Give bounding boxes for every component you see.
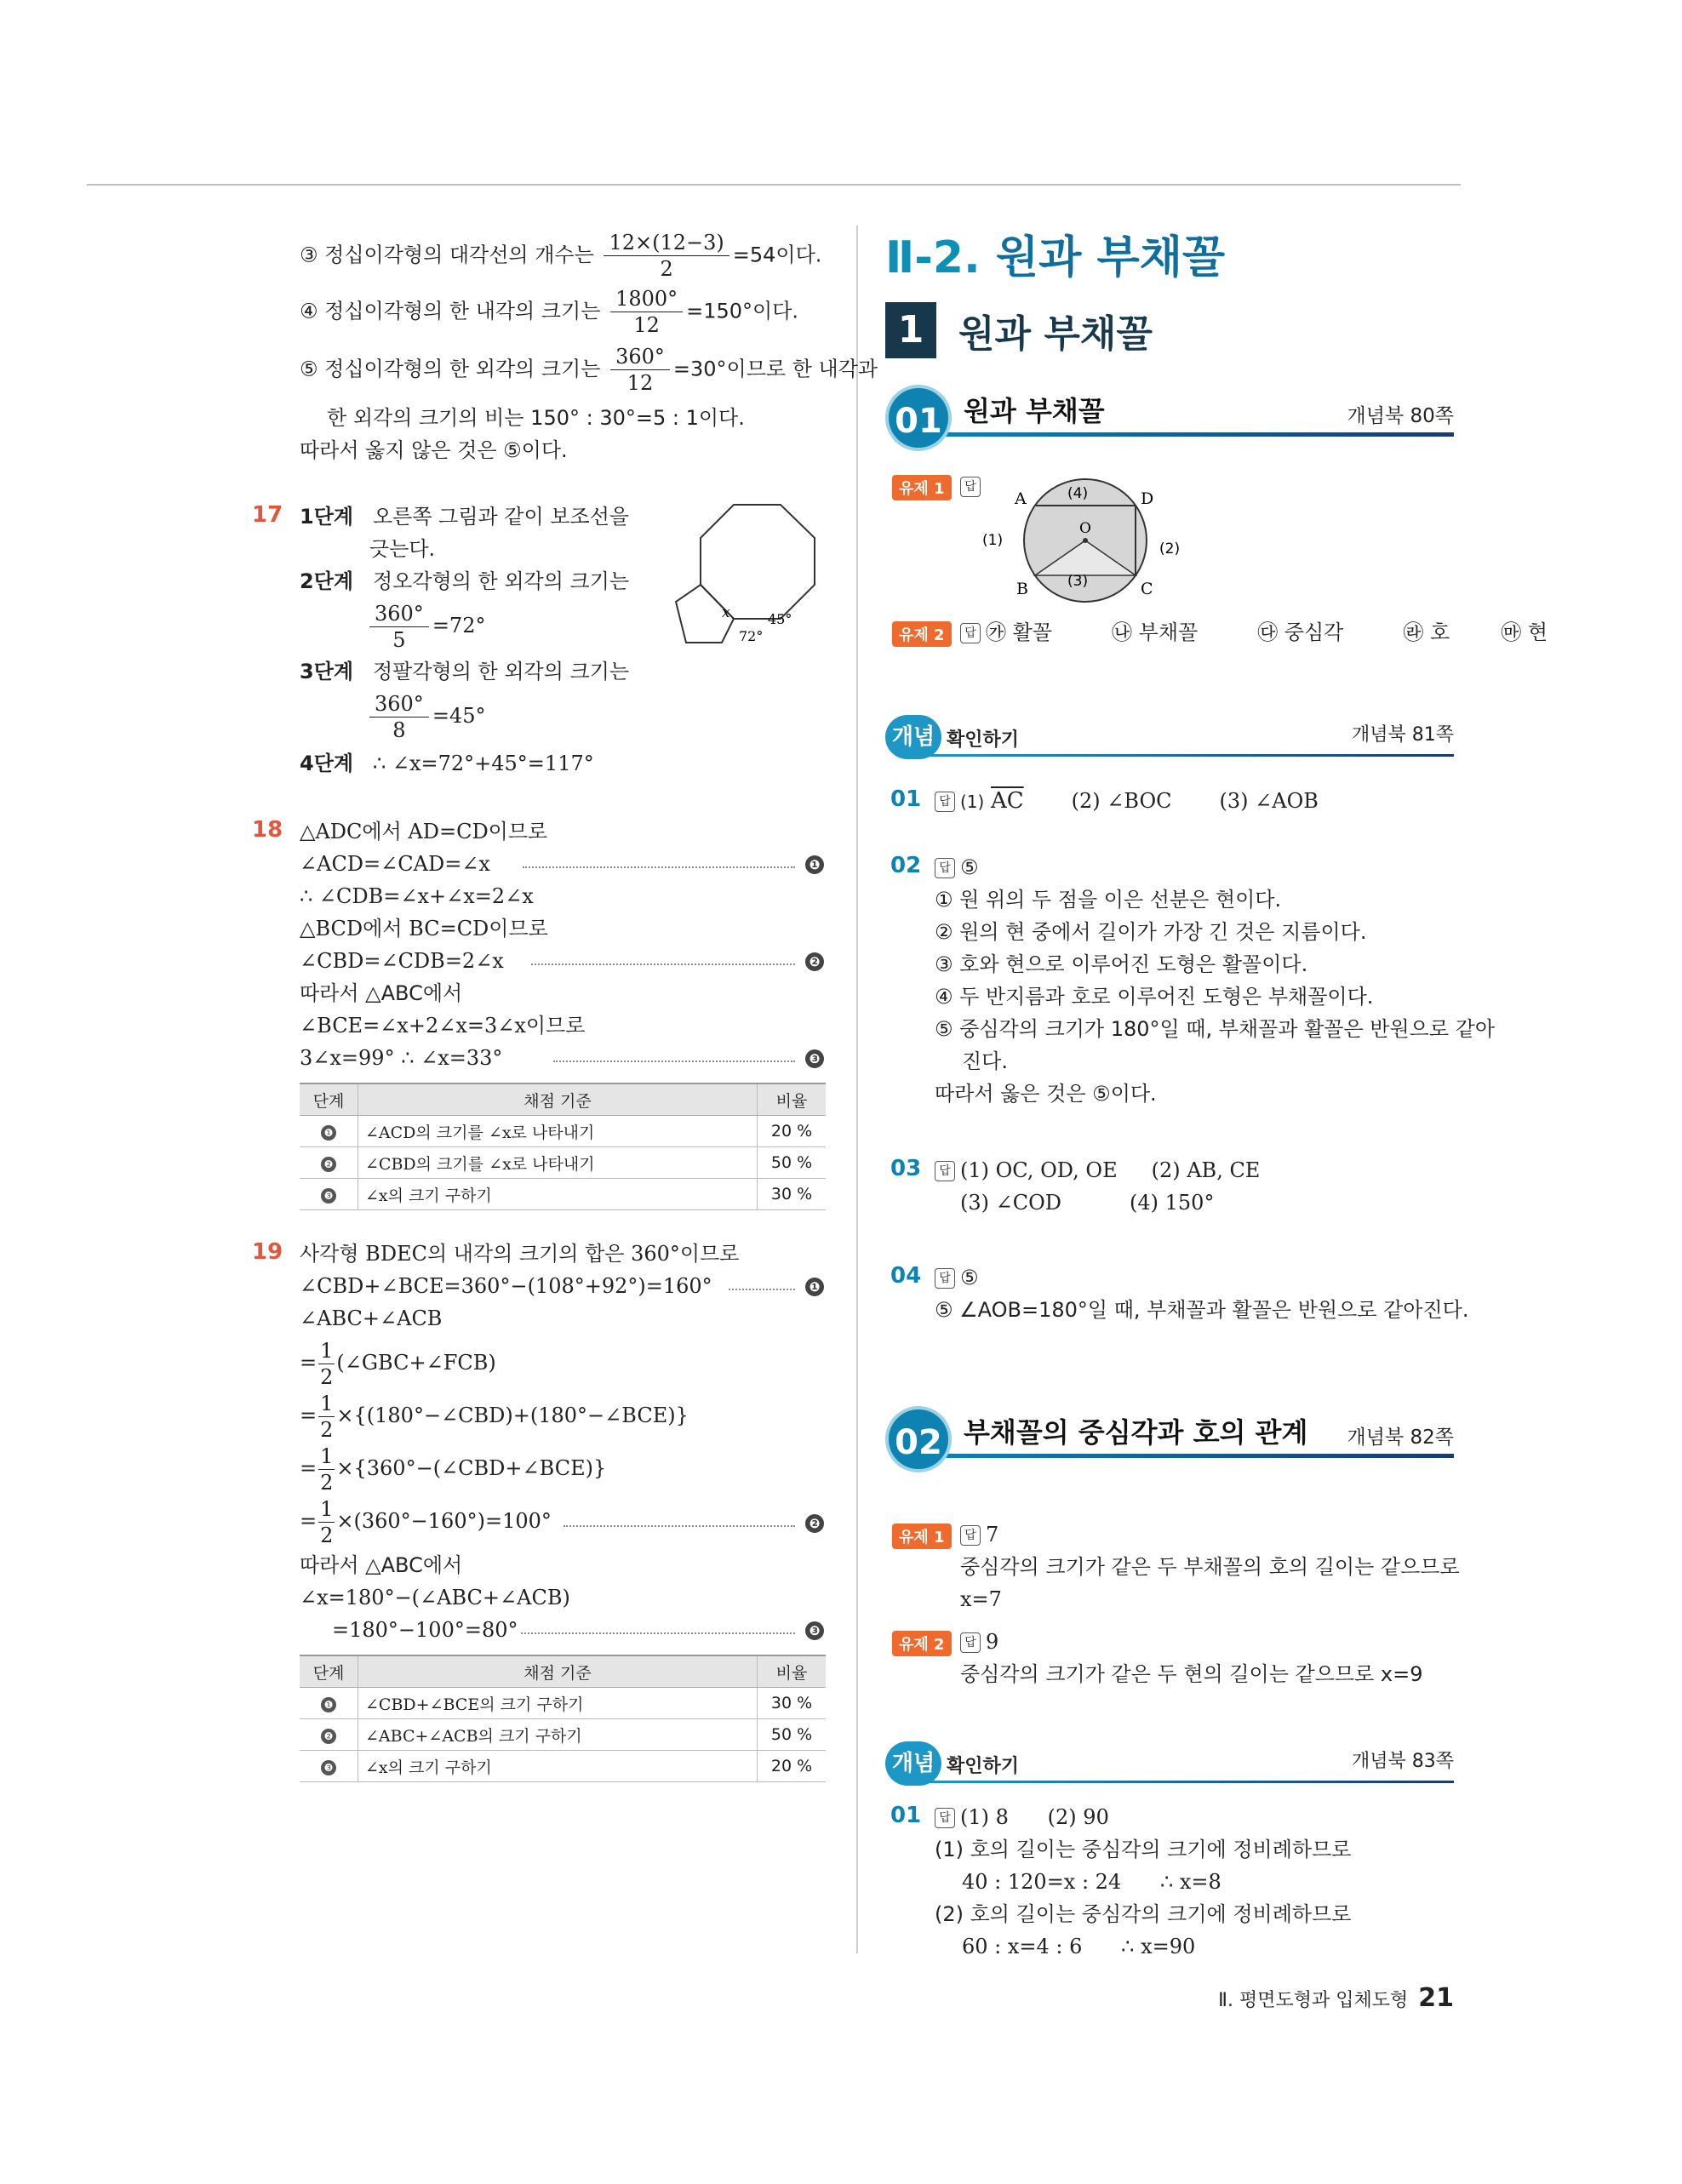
- col-header: 비율: [758, 1083, 827, 1116]
- step-mark-3: ❸: [805, 1621, 824, 1640]
- topic-header-02: [885, 1406, 1454, 1474]
- q01-line4: 60 : x=4 : 6 ∴ x=90: [962, 1935, 1196, 1958]
- section-title: 원과 부채꼴: [958, 312, 1153, 356]
- problem-number: 04: [890, 1263, 922, 1289]
- q18-number: 18: [252, 817, 283, 843]
- ratio-cell: 20 %: [758, 1751, 827, 1782]
- p03-answer-row1: 답 (1) OC, OD, OE (2) AB, CE: [935, 1156, 1260, 1185]
- step-mark-1: ❶: [805, 855, 824, 874]
- reference-page: 개념북 80쪽: [1347, 405, 1454, 427]
- p02-answer: 답 ⑤: [935, 853, 979, 882]
- label-c: C: [1141, 580, 1153, 598]
- criteria-cell: ∠ACD의 크기를 ∠x로 나타내기: [358, 1116, 758, 1147]
- answer-item: ㉱ 호: [1403, 620, 1450, 644]
- q01-line3: (2) 호의 길이는 중심각의 크기에 정비례하므로: [935, 1902, 1352, 1926]
- p02-line3: ③ 호와 현으로 이루어진 도형은 활꼴이다.: [935, 952, 1308, 976]
- q18-line4: △BCD에서 BC=CD이므로: [300, 917, 548, 940]
- y21-answer: 답 7: [960, 1520, 998, 1549]
- q01-line2: 40 : 120=x : 24 ∴ x=8: [962, 1870, 1221, 1894]
- p02-line2: ② 원의 현 중에서 길이가 가장 긴 것은 지름이다.: [935, 920, 1367, 944]
- criteria-cell: ∠x의 크기 구하기: [358, 1179, 758, 1210]
- concept-label: 확인하기: [947, 1756, 1020, 1777]
- concept-check-header-1: [885, 710, 1454, 761]
- col-header: 비율: [758, 1655, 827, 1688]
- topic-number: 02: [885, 1406, 952, 1472]
- column-divider: [856, 226, 858, 1953]
- step-mark-1: ❶: [805, 1278, 824, 1296]
- col-header: 채점 기준: [358, 1655, 758, 1688]
- exercise-tag: 유제 2: [892, 621, 952, 647]
- dot-leader: [521, 1632, 795, 1634]
- criteria-cell: ∠x의 크기 구하기: [358, 1751, 758, 1782]
- p02-line6: 진다.: [962, 1049, 1008, 1073]
- q17-step1: 1단계 오른쪽 그림과 같이 보조선을: [300, 505, 630, 529]
- table-row: [300, 1688, 826, 1719]
- q18-line2: ∠ACD=∠CAD=∠x: [300, 852, 490, 876]
- answer-item: ㉰ 중심각: [1257, 620, 1344, 644]
- ratio-cell: 30 %: [758, 1179, 827, 1210]
- page-footer: [1218, 1983, 1454, 2013]
- dot-leader: [564, 1525, 795, 1527]
- fig-45-label: 45°: [768, 611, 792, 627]
- q18-line5: ∠CBD=∠CDB=2∠x: [300, 949, 504, 973]
- label-d: D: [1141, 489, 1154, 508]
- exercise-tag: 유제 1: [892, 475, 952, 500]
- footer-text: Ⅱ. 평면도형과 입체도형: [1218, 1990, 1409, 2011]
- step-mark-2: ❷: [805, 952, 824, 971]
- p01-answer: 답 (1) $\overline{AC}$ (2) ∠BOC (3) ∠AOB: [935, 786, 1319, 816]
- answer-mark: 답: [960, 1525, 981, 1546]
- dot-leader: [553, 1061, 795, 1062]
- q19-line2: ∠CBD+∠BCE=360°−(108°+92°)=160°: [300, 1274, 712, 1298]
- answer-mark: 답: [935, 1808, 955, 1828]
- concept-pill: 개념: [885, 1741, 941, 1786]
- problem-number: 02: [890, 853, 922, 878]
- label-2: (2): [1159, 540, 1181, 557]
- answer-mark: 답: [935, 792, 955, 812]
- reference-page: 개념북 83쪽: [1352, 1751, 1454, 1772]
- q19-line10: =180°−100°=80°: [332, 1618, 518, 1642]
- q19-line1: 사각형 BDEC의 내각의 크기의 합은 360°이므로: [300, 1242, 740, 1266]
- criteria-cell: ∠CBD의 크기를 ∠x로 나타내기: [358, 1147, 758, 1179]
- q18-line7: ∠BCE=∠x+2∠x=3∠x이므로: [300, 1014, 586, 1038]
- q19-number: 19: [252, 1239, 283, 1265]
- y22-line1: 중심각의 크기가 같은 두 현의 길이는 같으므로 x=9: [960, 1662, 1423, 1686]
- q19-line8: 따라서 △ABC에서: [300, 1553, 463, 1577]
- p02-line4: ④ 두 반지름과 호로 이루어진 도형은 부채꼴이다.: [935, 985, 1374, 1009]
- p04-line1: ⑤ ∠AOB=180°일 때, 부채꼴과 활꼴은 반원으로 같아진다.: [935, 1298, 1469, 1322]
- label-4: (4): [1067, 485, 1089, 502]
- answer-mark: 답: [935, 1161, 955, 1181]
- p02-line1: ① 원 위의 두 점을 이은 선분은 현이다.: [935, 888, 1282, 912]
- page-number: 21: [1418, 1983, 1454, 2013]
- ratio-cell: 50 %: [758, 1719, 827, 1751]
- y21-line2: x=7: [960, 1587, 1002, 1611]
- q17-step1-cont: 긋는다.: [369, 537, 436, 561]
- dot-leader: [729, 1289, 795, 1290]
- q01-answer: 답 (1) 8 (2) 90: [935, 1803, 1109, 1832]
- header-bar: [919, 1781, 1454, 1783]
- criteria-cell: ∠ABC+∠ACB의 크기 구하기: [358, 1719, 758, 1751]
- q19-grading-table: [300, 1655, 826, 1782]
- q19-line7: = $\frac{1}{2}$ ×(360°−160°)=100°: [300, 1497, 552, 1547]
- q17-step4: 4단계 ∴ ∠x=72°+45°=117°: [300, 752, 594, 775]
- p02-line7: 따라서 옳은 것은 ⑤이다.: [935, 1082, 1157, 1106]
- topic-title: 원과 부채꼴: [964, 395, 1105, 427]
- q17-number: 17: [252, 502, 283, 528]
- topic-header-01: [885, 385, 1454, 453]
- q16-line5: ⑤ 정십이각형의 한 외각의 크기는 $\frac{360^\circ}{12}$ =30°이므로 한 내각과: [300, 345, 878, 395]
- header-bar: [936, 1454, 1454, 1458]
- concept-check-header-2: [885, 1736, 1454, 1787]
- q18-line1: △ADC에서 AD=CD이므로: [300, 820, 548, 843]
- step-mark-3: ❸: [805, 1049, 824, 1068]
- dot-leader: [531, 963, 795, 965]
- label-a: A: [1015, 489, 1027, 508]
- header-bar: [936, 432, 1454, 437]
- p04-answer: 답 ⑤: [935, 1263, 979, 1292]
- yu2-answers: [960, 618, 1548, 647]
- table-row: [300, 1147, 826, 1179]
- criteria-cell: ∠CBD+∠BCE의 크기 구하기: [358, 1688, 758, 1719]
- fig-72-label: 72°: [739, 628, 764, 644]
- chapter-title: Ⅱ-2. 원과 부채꼴: [885, 232, 1226, 283]
- table-row: [300, 1116, 826, 1147]
- octagon-pentagon-figure: [672, 498, 834, 647]
- answer-mark: 답: [935, 858, 955, 878]
- p02-line5: ⑤ 중심각의 크기가 180°일 때, 부채꼴과 활꼴은 반원으로 같아: [935, 1017, 1496, 1041]
- q16-line6: 한 외각의 크기의 비는 150° : 30°=5 : 1이다.: [327, 406, 745, 430]
- top-rule: [87, 184, 1461, 186]
- y22-answer: 답 9: [960, 1627, 998, 1656]
- reference-page: 개념북 81쪽: [1352, 724, 1454, 746]
- q17-step3-calc: $\frac{360^\circ}{8}$ =45°: [366, 691, 485, 743]
- step-mark-2: ❷: [805, 1514, 824, 1533]
- step-badge: ❶: [321, 1697, 336, 1712]
- answer-item: ㉮ 활꼴: [986, 620, 1052, 644]
- step-badge: ❷: [321, 1729, 336, 1744]
- problem-number: 03: [890, 1156, 922, 1181]
- step-badge: ❸: [321, 1188, 336, 1203]
- section-number: 1: [885, 302, 936, 358]
- col-header: 단계: [300, 1655, 358, 1688]
- header-bar: [919, 754, 1454, 757]
- q17-step3: 3단계 정팔각형의 한 외각의 크기는: [300, 660, 630, 683]
- q17-step2-calc: $\frac{360^\circ}{5}$ =72°: [366, 601, 485, 653]
- center-point: [1083, 538, 1088, 543]
- dot-leader: [523, 866, 795, 868]
- q18-grading-table: [300, 1083, 826, 1210]
- ratio-cell: 50 %: [758, 1147, 827, 1179]
- q18-line3: ∴ ∠CDB=∠x+∠x=2∠x: [300, 884, 534, 908]
- answer-mark: 답: [960, 623, 981, 643]
- concept-label: 확인하기: [947, 729, 1020, 751]
- q16-line4: ④ 정십이각형의 한 내각의 크기는 $\frac{1800^\circ}{12}$ =150°이다.: [300, 287, 799, 337]
- circle-sector-figure: [979, 468, 1192, 613]
- table-row: [300, 1751, 826, 1782]
- col-header: 채점 기준: [358, 1083, 758, 1116]
- q19-line5: = $\frac{1}{2}$ ×{(180°−∠CBD)+(180°−∠BCE)}: [300, 1392, 689, 1442]
- answer-item: ㉲ 현: [1501, 620, 1548, 644]
- label-1: (1): [982, 532, 1004, 549]
- answer-mark: 답: [960, 477, 981, 497]
- problem-number: 01: [890, 786, 922, 812]
- exercise-tag: 유제 2: [892, 1631, 952, 1656]
- table-row: [300, 1719, 826, 1751]
- reference-page: 개념북 82쪽: [1347, 1426, 1454, 1449]
- ratio-cell: 30 %: [758, 1688, 827, 1719]
- step-badge: ❸: [321, 1760, 336, 1775]
- answer-item: ㉯ 부채꼴: [1112, 620, 1199, 644]
- label-o: O: [1079, 520, 1091, 537]
- q01-line1: (1) 호의 길이는 중심각의 크기에 정비례하므로: [935, 1838, 1352, 1861]
- q18-line8: 3∠x=99° ∴ ∠x=33°: [300, 1046, 503, 1070]
- p03-answer-row2: (3) ∠COD (4) 150°: [960, 1191, 1215, 1215]
- q16-line3: ③ 정십이각형의 대각선의 개수는 $\frac{12\times(12-3)}{2}$ =54이다.: [300, 231, 822, 281]
- q19-line3: ∠ABC+∠ACB: [300, 1306, 443, 1330]
- q19-line4: = $\frac{1}{2}$ (∠GBC+∠FCB): [300, 1339, 496, 1389]
- answer-mark: 답: [935, 1268, 955, 1289]
- topic-number: 01: [885, 385, 952, 451]
- q18-line6: 따라서 △ABC에서: [300, 981, 463, 1005]
- y21-line1: 중심각의 크기가 같은 두 부채꼴의 호의 길이는 같으므로: [960, 1555, 1460, 1579]
- table-row: [300, 1179, 826, 1210]
- step-badge: ❶: [321, 1125, 336, 1141]
- problem-number: 01: [890, 1803, 922, 1828]
- ratio-cell: 20 %: [758, 1116, 827, 1147]
- q17-step2: 2단계 정오각형의 한 외각의 크기는: [300, 569, 630, 593]
- col-header: 단계: [300, 1083, 358, 1116]
- label-b: B: [1016, 580, 1028, 598]
- topic-title: 부채꼴의 중심각과 호의 관계: [964, 1416, 1308, 1449]
- label-3: (3): [1067, 573, 1089, 590]
- fig-x-label: x: [722, 604, 730, 621]
- concept-pill: 개념: [885, 715, 941, 759]
- q16-line7: 따라서 옳지 않은 것은 ⑤이다.: [300, 438, 568, 462]
- exercise-tag: 유제 1: [892, 1524, 952, 1549]
- step-badge: ❷: [321, 1157, 336, 1172]
- q19-line6: = $\frac{1}{2}$ ×{360°−(∠CBD+∠BCE)}: [300, 1444, 607, 1495]
- answer-mark: 답: [960, 1632, 981, 1653]
- q19-line9: ∠x=180°−(∠ABC+∠ACB): [300, 1586, 570, 1609]
